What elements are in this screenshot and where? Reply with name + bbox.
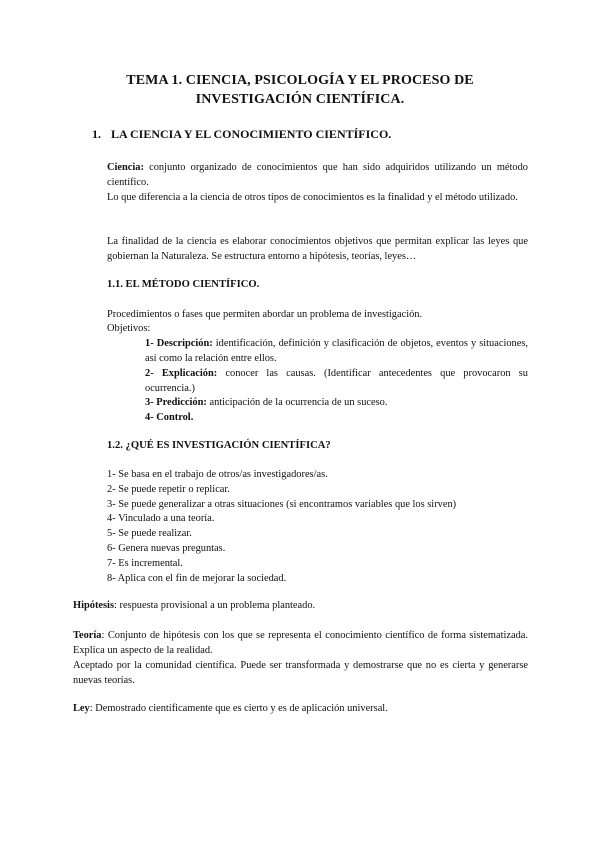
teoria-aceptado: Aceptado por la comunidad científica. Puede ser transformada y demostrarse que no es cierta y generarse nuevas teorías. [73,660,528,686]
objective-text: identificación, definición y clasificación de objetos, eventos y situaciones, así como la relación entre ellos. [145,338,528,364]
list-item: 5- Se puede realizar. [107,528,192,540]
hipotesis-text: : respuesta provisional a un problema planteado. [114,600,316,611]
metodo-intro: Procedimientos o fases que permiten abordar un problema de investigación. [107,309,423,320]
hipotesis-term: Hipótesis [73,600,114,611]
objective-item [145,410,528,425]
section-1-number: 1. [92,127,101,141]
hipotesis-definition [73,598,528,613]
section-1-title: LA CIENCIA Y EL CONOCIMIENTO CIENTÍFICO. [111,127,392,141]
objective-item [145,366,528,396]
objective-term: 2- Explicación: [145,368,218,379]
ciencia-definition [107,160,528,190]
investigacion-list [107,467,528,585]
section-1-1-heading: 1.1. EL MÉTODO CIENTÍFICO. [107,279,260,290]
objective-item [145,395,528,410]
list-item: 2- Se puede repetir o replicar. [107,483,230,495]
ciencia-term: Ciencia: [107,162,144,173]
objective-term: 1- Descripción: [145,338,213,349]
ciencia-text: conjunto organizado de conocimientos que han sido adquiridos utilizando un método científico. [107,162,528,188]
ley-text: : Demostrado científicamente que es cierto y es de aplicación universal. [89,703,388,714]
section-1-heading [92,127,391,142]
objetivos-label: Objetivos: [107,323,151,334]
ciencia-difference: Lo que diferencia a la ciencia de otros tipos de conocimientos es la finalidad y el método utilizado. [107,192,518,203]
objective-term: 4- Control. [145,412,194,423]
section-1-2-heading: 1.2. ¿QUÉ ES INVESTIGACIÓN CIENTÍFICA? [107,440,331,451]
list-item: 7- Es incremental. [107,557,183,569]
list-item: 8- Aplica con el fin de mejorar la sociedad. [107,572,287,584]
objective-text: conocer las causas. (Identificar antecedentes que provocaron su ocurrencia.) [145,368,529,394]
list-item: 4- Vinculado a una teoría. [107,513,215,525]
objective-item [145,336,528,366]
teoria-definition [73,628,528,658]
teoria-text: : Conjunto de hipótesis con los que se representa el conocimiento científico de forma sistematizada. Explica un aspecto de la realidad. [73,630,528,656]
objective-term: 3- Predicción: [145,397,207,408]
list-item: 3- Se puede generalizar a otras situaciones (si encontramos variables que los sirven) [107,498,457,510]
teoria-term: Teoría [73,630,102,641]
title-line-1: TEMA 1. CIENCIA, PSICOLOGÍA Y EL PROCESO DE [126,73,474,88]
finalidad-paragraph: La finalidad de la ciencia es elaborar conocimientos objetivos que permitan explicar las leyes que gobiernan la Naturaleza. Se estructura entorno a hipótesis, teorías, leyes… [107,236,528,262]
page-title [100,71,500,109]
ley-term: Ley [73,703,90,714]
title-line-2: INVESTIGACIÓN CIENTÍFICA. [195,92,405,107]
list-item: 1- Se basa en el trabajo de otros/as investigadores/as. [107,469,328,480]
ley-definition [73,701,528,716]
list-item: 6- Genera nuevas preguntas. [107,542,226,554]
objective-text: anticipación de la ocurrencia de un suceso. [206,397,388,408]
